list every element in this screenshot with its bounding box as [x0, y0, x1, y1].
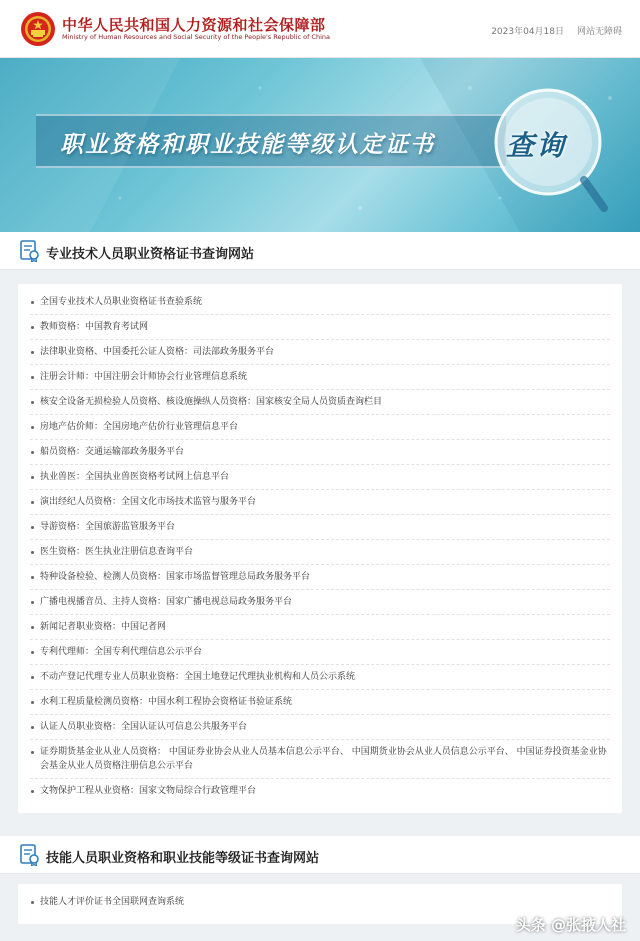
list-item[interactable]: 证券期货基金业从业人员资格： 中国证券业协会从业人员基本信息公示平台、 中国期货业协会从业人员信息公示平台、 中国证券投资基金业协会基金从业人员资格注册信息公示平台: [30, 740, 610, 779]
section-title: 专业技术人员职业资格证书查询网站: [46, 247, 255, 262]
list-item[interactable]: 专利代理师：全国专利代理信息公示平台: [30, 640, 610, 665]
ministry-name-en[interactable]: Ministry of Human Resources and Social Security of the People's Republic of China: [62, 33, 330, 41]
site-header: [0, 0, 640, 58]
section-header: [0, 836, 640, 874]
list-item[interactable]: 广播电视播音员、主持人资格：国家广播电视总局政务服务平台: [30, 590, 610, 615]
list-item[interactable]: 认证人员职业资格：全国认证认可信息公共服务平台: [30, 715, 610, 740]
ministry-name-cn[interactable]: 中华人民共和国人力资源和社会保障部: [62, 16, 326, 34]
watermark: 头条 @张掖人社: [515, 916, 626, 934]
link-list: [18, 284, 622, 813]
list-item[interactable]: 演出经纪人员资格：全国文化市场技术监管与服务平台: [30, 490, 610, 515]
list-item[interactable]: 导游资格：全国旅游监管服务平台: [30, 515, 610, 540]
section-header: [0, 232, 640, 270]
list-item[interactable]: 文物保护工程从业资格：国家文物局综合行政管理平台: [30, 779, 610, 803]
banner-query-text: 查询: [506, 129, 567, 162]
certificate-icon: [20, 844, 40, 866]
national-emblem-icon[interactable]: [20, 10, 56, 48]
list-item[interactable]: 核安全设备无损检验人员资格、核设施操纵人员资格：国家核安全局人员资质查询栏目: [30, 390, 610, 415]
list-item[interactable]: 不动产登记代理专业人员职业资格：全国土地登记代理执业机构和人员公示系统: [30, 665, 610, 690]
list-item[interactable]: 医生资格：医生执业注册信息查询平台: [30, 540, 610, 565]
current-date: 2023年04月18日: [491, 27, 564, 37]
section-title: 技能人员职业资格和职业技能等级证书查询网站: [46, 851, 320, 866]
accessibility-link[interactable]: 网站无障碍: [576, 27, 622, 37]
skills-section: [0, 836, 640, 924]
list-item[interactable]: 水利工程质量检测员资格：中国水利工程协会资格证书验证系统: [30, 690, 610, 715]
list-item[interactable]: 特种设备检验、检测人员资格：国家市场监督管理总局政务服务平台: [30, 565, 610, 590]
professional-section: [0, 232, 640, 813]
list-item[interactable]: 技能人才评价证书全国联网查询系统: [30, 890, 610, 914]
banner-title: 职业资格和职业技能等级认定证书: [60, 132, 435, 158]
list-item[interactable]: 新闻记者职业资格：中国记者网: [30, 615, 610, 640]
list-item[interactable]: 法律职业资格、中国委托公证人资格：司法部政务服务平台: [30, 340, 610, 365]
list-item[interactable]: 执业兽医：全国执业兽医资格考试网上信息平台: [30, 465, 610, 490]
list-item[interactable]: 教师资格：中国教育考试网: [30, 315, 610, 340]
hero-banner: [0, 58, 640, 232]
certificate-icon: [20, 240, 40, 262]
list-item[interactable]: 注册会计师：中国注册会计师协会行业管理信息系统: [30, 365, 610, 390]
list-item[interactable]: 房地产估价师：全国房地产估价行业管理信息平台: [30, 415, 610, 440]
list-item[interactable]: 船员资格：交通运输部政务服务平台: [30, 440, 610, 465]
list-item[interactable]: 全国专业技术人员职业资格证书查验系统: [30, 290, 610, 315]
